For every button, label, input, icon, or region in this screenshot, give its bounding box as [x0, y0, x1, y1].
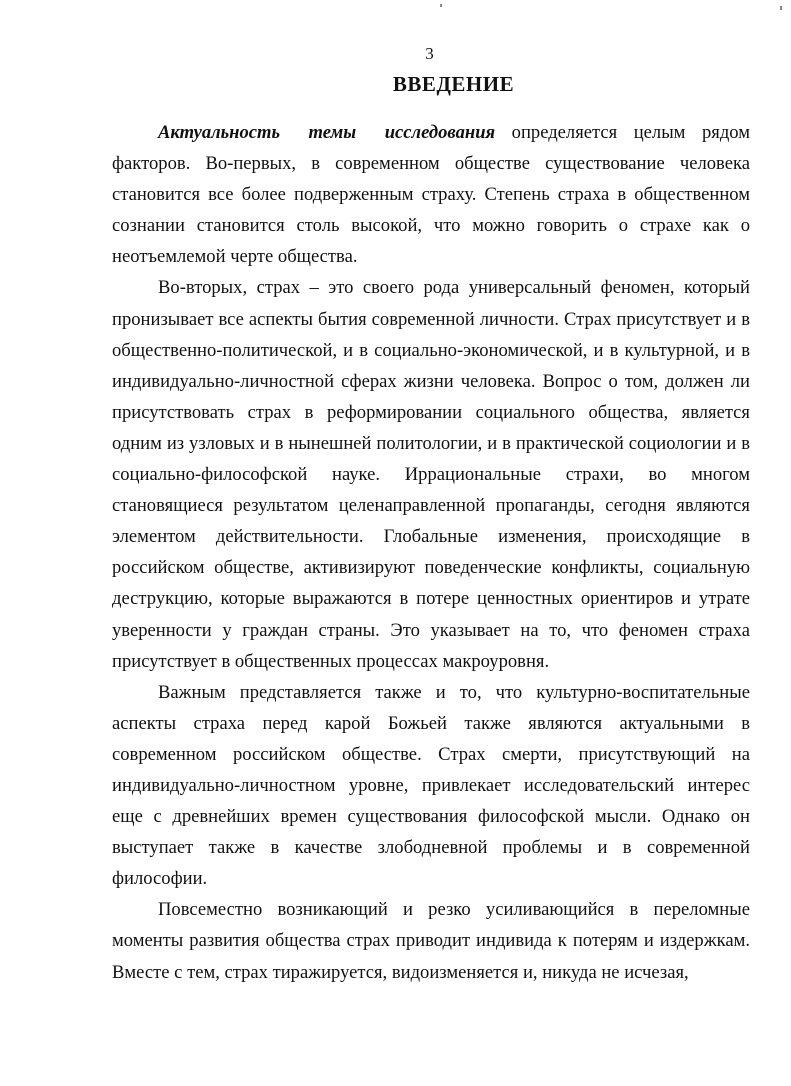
page-number: 3	[425, 44, 434, 63]
paragraph-relevance	[112, 117, 750, 272]
scan-speck	[440, 4, 442, 7]
paragraph-important	[112, 677, 750, 895]
paragraph-text: Во-вторых, страх – это своего рода универсальный феномен, который пронизывает все аспекты бытия современной личности. Страх присутствует и в общественно-политической, и в социально-экономической, и в культурной, и в индивидуально-личностной сферах жизни человека. Вопрос о том, должен ли присутствовать страх в реформировании социального общества, является одним из узловых и в нынешней политологии, и в практической социологии и в социально-философской науке. Иррациональные страхи, во многом становящиеся результатом целенаправленной пропаганды, сегодня являются элементом действительности. Глобальные изменения, происходящие в российском обществе, активизируют поведенческие конфликты, социальную деструкцию, которые выражаются в потере ценностных ориентиров и утрате уверенности у граждан страны. Это указывает на то, что феномен страха присутствует в общественных процессах макроуровня.	[112, 277, 750, 672]
paragraph-text: Важным представляется также и то, что культурно-воспитательные аспекты страха перед карой Божьей также являются актуальными в современном российском обществе. Страх смерти, присутствующий на индивидуально-личностном уровне, привлекает исследовательский интерес еще с древнейших времен существования философской мысли. Однако он выступает также в качестве злободневной проблемы и в современной философии.	[112, 681, 750, 890]
paragraph-widespread	[112, 894, 750, 987]
paragraph-text: определяется целым рядом факторов. Во-первых, в современном обществе существование человека становится все более подверженным страху. Степень страха в общественном сознании становится столь высокой, что можно говорить о страхе как о неотъемлемой черте общества.	[112, 122, 750, 268]
paragraph-text: Повсеместно возникающий и резко усиливающийся в переломные моменты развития общества страх приводит индивида к потерям и издержкам. Вместе с тем, страх тиражируется, видоизменяется и, никуда не исчезая,	[112, 899, 750, 983]
emphasis-relevance: Актуальность темы исследования	[158, 122, 496, 143]
paragraph-secondly	[112, 272, 750, 676]
scan-speck	[780, 6, 782, 10]
page-title: ВВЕДЕНИЕ	[392, 72, 515, 96]
document-body	[112, 117, 750, 988]
